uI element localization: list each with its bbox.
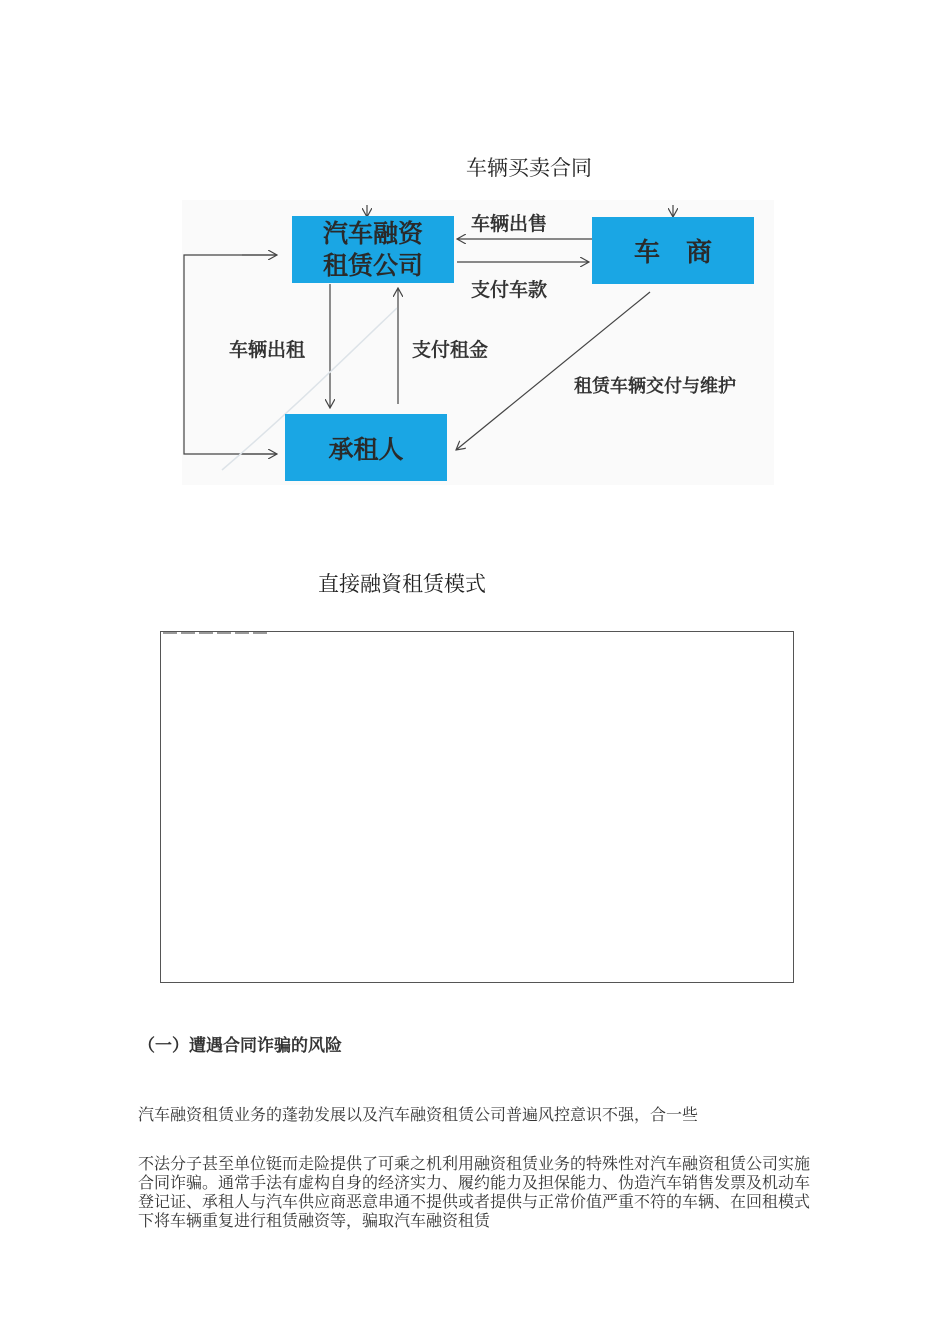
- box-lessee: [285, 414, 447, 481]
- box-leasing-company-line2: 租赁公司: [322, 250, 423, 280]
- box-dealer-label: 车 商: [633, 238, 712, 268]
- section-heading: （一）遭遇合同诈骗的风险: [138, 1036, 342, 1056]
- label-delivery-maintenance: 租赁车辆交付与维护: [574, 376, 736, 397]
- paragraph-1: 汽车融资租赁业务的蓬勃发展以及汽车融资租赁公司普遍风控意识不强，合一些: [138, 1105, 699, 1124]
- label-pay-vehicle: 支付车款: [471, 279, 548, 301]
- label-pay-rent: 支付租金: [412, 339, 489, 361]
- lease-flow-diagram: [182, 200, 774, 485]
- blank-figure-frame: [160, 631, 794, 983]
- diagram-top-caption: 车辆买卖合同: [466, 156, 592, 180]
- label-vehicle-sale: 车辆出售: [471, 213, 548, 235]
- box-lessee-label: 承租人: [328, 434, 404, 464]
- diagram-caption: 直接融資租赁模式: [318, 572, 486, 596]
- frame-corner-mark: [163, 632, 267, 634]
- paragraph-2: 不法分子甚至单位铤而走险提供了可乘之机利用融资租赁业务的特殊性对汽车融资租赁公司实施合同诈骗。通常手法有虚构自身的经济实力、履约能力及担保能力、伪造汽车销售发票及机动车登记证、承租人与汽车供应商恶意串通不提供或者提供与正常价值严重不符的车辆、在回租模式下将车辆重复进行租赁融资等，骗取汽车融资租赁: [138, 1154, 811, 1230]
- box-dealer: [592, 217, 754, 284]
- box-leasing-company: [292, 216, 454, 283]
- box-leasing-company-line1: 汽车融资: [322, 218, 423, 248]
- label-vehicle-rent: 车辆出租: [229, 339, 306, 361]
